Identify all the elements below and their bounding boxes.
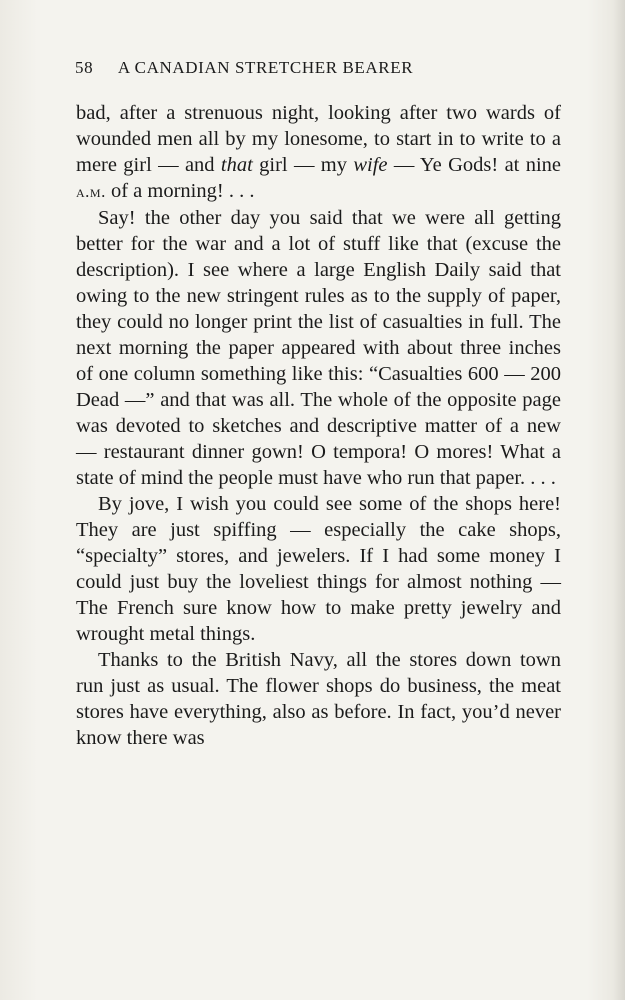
- paragraph-1-text-b: girl — my: [252, 154, 354, 176]
- paragraph-2: Say! the other day you said that we were all getting better for the war and a lot of stuff like that (excuse the description). I see where a large English Daily said that owing to the new stringent rules as to the supply of paper, they could no longer print the list of casualties in full. The next morning the paper appeared with about three inches of one column something like this: “Casualties 600 — 200 Dead —” and that was all. The whole of the opposite page was devoted to sketches and descriptive matter of a new — restaurant dinner gown! O tempora! O mores! What a state of mind the people must have who run that paper. . . .: [76, 207, 561, 489]
- paragraph-4: Thanks to the British Navy, all the stores down town run just as usual. The flower shops do business, the meat stores have everything, also as before. In fact, you’d never know there was: [76, 649, 561, 749]
- body-text: [76, 100, 561, 751]
- time-abbreviation: a.m.: [76, 182, 106, 201]
- page-header: [75, 58, 555, 80]
- emphasis-that: that: [220, 154, 253, 176]
- emphasis-wife: wife: [353, 154, 388, 176]
- paragraph-1-text-d: of a morning! . . .: [105, 180, 255, 202]
- paragraph-3: By jove, I wish you could see some of the shops here! They are just spiffing — especially the cake shops, “specialty” stores, and jewelers. If I had some money I could just buy the loveliest things for almost nothing — The French sure know how to make pretty jewelry and wrought metal things.: [76, 493, 561, 645]
- paragraph-1-text-a: bad, after a strenuous night, looking after two wards of wounded men all by my lonesome, to start in to write to a mere girl — and: [76, 102, 561, 176]
- running-head: A CANADIAN STRETCHER BEARER: [117, 58, 414, 77]
- page-edge-shadow: [613, 0, 625, 1000]
- paragraph-1: [76, 100, 561, 205]
- paragraph-1-text-c: — Ye Gods! at nine: [387, 154, 561, 176]
- page-number: 58: [75, 58, 94, 77]
